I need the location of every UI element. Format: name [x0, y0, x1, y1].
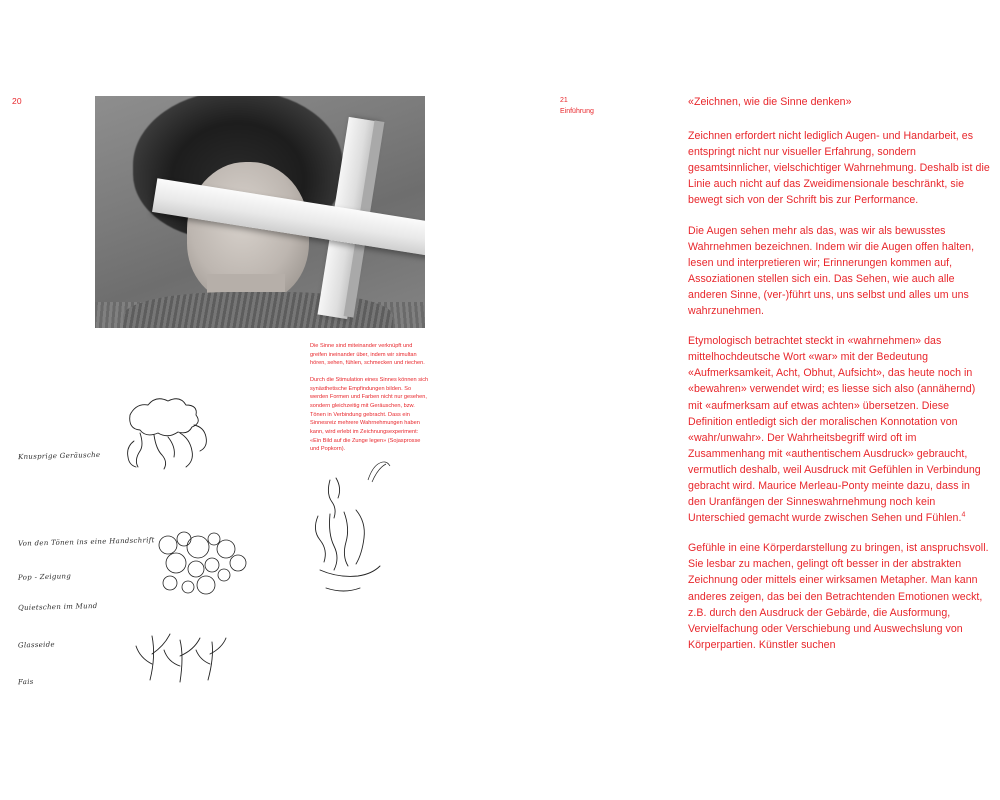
sketch-cloud-scribble [110, 385, 230, 475]
body-paragraph-4: Gefühle in eine Körperdarstellung zu bringen, ist anspruchsvoll. Sie lesbar zu machen, gelingt oft besser in der abstrakten Zeichnung oder mittels einer wirksamen Metapher. Man kann anderes zeigen, das bei den Betrachtenden Emotionen weckt, z.B. durch den Ausdruck der Gebärde, die Ausformung, Vervielfachung oder Verschiebung und Auswechslung von Körperpartien. Künstler suchen [688, 542, 989, 651]
body-paragraph-heading: «Zeichnen, wie die Sinne denken» [688, 96, 852, 108]
handwritten-note-6: Fais [17, 677, 34, 687]
body-paragraph-1: Zeichnen erfordert nicht lediglich Augen- und Handarbeit, es entspringt nicht nur visueller Erfahrung, sondern gesamtsinnlicher, vielschichtiger Wahrnehmung. Deshalb ist die Linie auch nicht auf das Zweidimensionale beschränkt, sie bewegt sich von der Schrift bis zur Performance. [688, 130, 990, 207]
body-text-column [688, 94, 990, 667]
handwritten-note-2: Von den Tönen ins eine Handschrift [17, 536, 155, 548]
photo-caption [310, 342, 430, 462]
page-number-right: 21 [560, 97, 568, 104]
caption-paragraph-2: Durch die Stimulation eines Sinnes können sich synästhetische Empfindungen bilden. So werden Formen und Farben nicht nur gesehen, sondern gleichzeitig mit Geräuschen, bzw. Tönen in Verbindung gebracht. Dass ein Sinnesreiz mehrere Wahrnehmungen haben kann, wird erlebt im Zeichnungsexperiment: «Ein Bild auf die Zunge legen» (Sojasprosse und Popkorn). [310, 376, 429, 453]
caption-paragraph-1: Die Sinne sind miteinander verknüpft und greifen ineinander über, indem wir simultan hören, sehen, fühlen, schmecken und riechen. [310, 343, 425, 367]
section-title: Einführung [560, 107, 594, 115]
right-page [500, 0, 1000, 800]
body-paragraph-3 [688, 333, 990, 526]
body-paragraph-2: Die Augen sehen mehr als das, was wir als bewusstes Wahrnehmen bezeichnen. Indem wir die Augen offen halten, lesen und interpretieren wir; Erinnerungen kommen auf, Assoziationen stellen sich ein. Das Sehen, wie auch alle anderen Sinne, (ver-)führt uns, uns selbst und alles um uns wahrzunehmen. [688, 224, 975, 318]
sketch-circles-cluster [150, 525, 260, 605]
page-number-left: 20 [12, 96, 22, 106]
page-header-right [560, 96, 594, 117]
sketch-sprouts [130, 620, 240, 690]
body-paragraph-3-text: Etymologisch betrachtet steckt in «wahrnehmen» das mittelhochdeutsche Wort «war» mit der Bedeutung «Aufmerksamkeit, Acht, Obhut, Aufsicht», das heute noch in «bewahren» verwendet wird; es liesse sich also (annähernd) mit «aufmerksam auf etwas achten» übersetzen. Diese Definition entledigt sich der moralischen Konnotation von «wahr/unwahr». Der Wahrheitsbegriff wird oft im Zusammenhang mit «authentischem Ausdruck» gebraucht, vermutlich deshalb, weil Ausdruck mit Gefühlen in Verbindung gebracht wird. Maurice Merleau-Ponty meinte dazu, dass in den Uranfängen der Sinneswahrnehmung noch kein Unterschied gemacht wurde zwischen Sehen und Fühlen. [688, 335, 981, 525]
handwritten-note-4: Quietschen im Mund [17, 601, 98, 613]
portrait-photograph [95, 96, 425, 328]
sketch-tendril [300, 470, 390, 610]
handwritten-note-1: Knusprige Geräusche [17, 450, 101, 462]
footnote-marker: 4 [961, 511, 966, 519]
handwritten-note-3: Pop - Zeigung [17, 572, 72, 582]
handwritten-note-5: Glasseide [17, 640, 56, 650]
